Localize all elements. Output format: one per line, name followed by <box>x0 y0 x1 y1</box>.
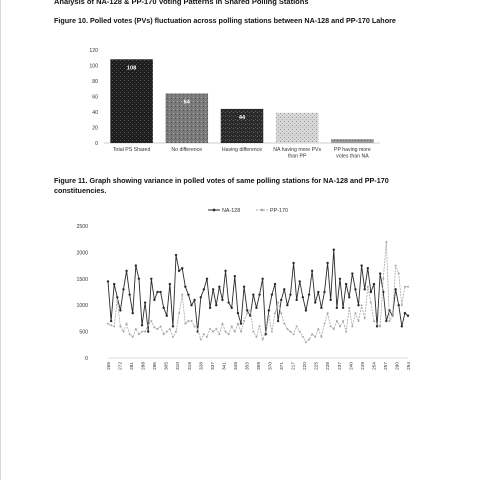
point-na128 <box>345 283 347 285</box>
point-pp170 <box>388 320 390 322</box>
point-pp170 <box>231 325 233 327</box>
figure11-line-chart <box>70 202 415 382</box>
point-pp170 <box>119 325 121 327</box>
point-pp170 <box>361 304 363 306</box>
point-pp170 <box>385 241 387 243</box>
point-pp170 <box>259 325 261 327</box>
x-category-label: Total PS Shared <box>112 147 151 153</box>
figure10-bars <box>110 59 373 143</box>
x-tick-label: 217 <box>291 362 297 371</box>
point-pp170 <box>274 312 276 314</box>
point-pp170 <box>395 265 397 267</box>
point-pp170 <box>367 286 369 288</box>
point-na128 <box>224 270 226 272</box>
point-na128 <box>187 293 189 295</box>
figure11-axes <box>76 224 412 370</box>
point-na128 <box>320 307 322 309</box>
point-na128 <box>292 262 294 264</box>
bar <box>331 139 374 143</box>
point-na128 <box>252 293 254 295</box>
point-na128 <box>268 309 270 311</box>
point-na128 <box>373 283 375 285</box>
x-tick-label: 228 <box>326 362 332 371</box>
point-pp170 <box>243 320 245 322</box>
x-tick-label: 353 <box>245 362 251 371</box>
point-na128 <box>181 267 183 269</box>
point-pp170 <box>376 323 378 325</box>
point-na128 <box>147 330 149 332</box>
point-na128 <box>258 293 260 295</box>
point-na128 <box>311 270 313 272</box>
point-na128 <box>326 262 328 264</box>
point-pp170 <box>323 323 325 325</box>
section-heading: Analysis of NA-128 & PP-170 Voting Patterns in Shared Polling Stations <box>54 0 309 6</box>
point-pp170 <box>169 328 171 330</box>
point-pp170 <box>166 331 168 333</box>
point-na128 <box>342 307 344 309</box>
point-na128 <box>172 325 174 327</box>
point-na128 <box>169 283 171 285</box>
point-na128 <box>243 286 245 288</box>
x-tick-label: 371 <box>280 362 286 371</box>
point-pp170 <box>404 286 406 288</box>
point-na128 <box>227 301 229 303</box>
point-pp170 <box>163 333 165 335</box>
point-na128 <box>215 304 217 306</box>
x-tick-label: 254 <box>372 362 378 371</box>
y-tick-label: 0 <box>95 141 98 147</box>
point-pp170 <box>221 323 223 325</box>
point-pp170 <box>401 304 403 306</box>
point-pp170 <box>283 323 285 325</box>
point-pp170 <box>132 336 134 338</box>
point-pp170 <box>339 325 341 327</box>
y-tick-label: 2500 <box>76 224 88 230</box>
point-pp170 <box>107 323 109 325</box>
point-pp170 <box>203 333 205 335</box>
point-na128 <box>212 288 214 290</box>
point-pp170 <box>129 333 131 335</box>
point-na128 <box>156 291 158 293</box>
y-tick-label: 120 <box>89 48 98 54</box>
y-tick-label: 0 <box>85 356 88 362</box>
point-pp170 <box>271 331 273 333</box>
bar-data-label: 108 <box>126 65 137 72</box>
point-pp170 <box>262 339 264 341</box>
point-na128 <box>153 299 155 301</box>
point-na128 <box>317 291 319 293</box>
point-pp170 <box>302 336 304 338</box>
point-pp170 <box>184 323 186 325</box>
point-na128 <box>141 324 143 326</box>
point-na128 <box>333 249 335 251</box>
point-na128 <box>376 325 378 327</box>
point-pp170 <box>289 331 291 333</box>
y-tick-label: 500 <box>79 329 88 336</box>
x-tick-label: 341 <box>222 362 228 371</box>
point-na128 <box>206 278 208 280</box>
point-na128 <box>240 322 242 324</box>
point-na128 <box>138 278 140 280</box>
point-na128 <box>401 325 403 327</box>
point-pp170 <box>187 320 189 322</box>
legend-label-na128: NA-128 <box>222 208 241 214</box>
point-na128 <box>271 293 273 295</box>
legend-marker-na128 <box>213 209 216 212</box>
figure10-bar-chart <box>60 40 390 175</box>
point-na128 <box>336 307 338 309</box>
point-pp170 <box>286 328 288 330</box>
point-pp170 <box>252 331 254 333</box>
x-tick-label: 237 <box>337 362 343 371</box>
point-pp170 <box>354 312 356 314</box>
x-tick-label: 281 <box>130 362 136 371</box>
point-na128 <box>116 296 118 298</box>
point-na128 <box>354 288 356 290</box>
x-tick-label: 310 <box>176 362 182 371</box>
point-na128 <box>135 264 137 266</box>
point-pp170 <box>296 325 298 327</box>
point-na128 <box>305 309 307 311</box>
point-na128 <box>323 291 325 293</box>
point-pp170 <box>209 328 211 330</box>
point-pp170 <box>317 328 319 330</box>
point-na128 <box>110 320 112 322</box>
point-pp170 <box>116 299 118 301</box>
point-na128 <box>274 283 276 285</box>
x-tick-label: 319 <box>187 362 193 371</box>
point-na128 <box>348 296 350 298</box>
point-na128 <box>295 299 297 301</box>
point-na128 <box>261 278 263 280</box>
point-pp170 <box>373 320 375 322</box>
point-pp170 <box>181 294 183 296</box>
point-pp170 <box>113 325 115 327</box>
point-pp170 <box>330 325 332 327</box>
point-pp170 <box>135 328 137 330</box>
x-tick-label: 294 <box>407 362 412 371</box>
y-tick-label: 40 <box>92 110 98 116</box>
point-na128 <box>107 280 109 282</box>
y-tick-label: 80 <box>92 79 98 85</box>
point-pp170 <box>364 317 366 319</box>
point-na128 <box>221 299 223 301</box>
point-pp170 <box>336 320 338 322</box>
figure11-caption: Figure 11. Graph showing variance in polled votes of same polling stations for NA-128 and PP-170 constituencies. <box>54 176 389 195</box>
point-na128 <box>203 288 205 290</box>
point-na128 <box>289 293 291 295</box>
point-pp170 <box>333 328 335 330</box>
point-na128 <box>314 301 316 303</box>
point-pp170 <box>305 341 307 343</box>
bar-data-label: 64 <box>183 99 190 106</box>
point-pp170 <box>348 307 350 309</box>
y-tick-label: 2000 <box>76 250 88 257</box>
point-pp170 <box>138 333 140 335</box>
point-pp170 <box>311 333 313 335</box>
bar <box>110 59 153 143</box>
point-pp170 <box>320 336 322 338</box>
point-pp170 <box>277 302 279 304</box>
point-na128 <box>280 299 282 301</box>
point-pp170 <box>293 333 295 335</box>
point-pp170 <box>156 328 158 330</box>
x-tick-label: 359 <box>257 362 262 371</box>
point-na128 <box>175 254 177 256</box>
point-pp170 <box>153 326 155 328</box>
point-na128 <box>190 304 192 306</box>
legend-marker-pp170 <box>261 209 264 212</box>
point-pp170 <box>407 286 409 288</box>
point-na128 <box>122 288 124 290</box>
point-na128 <box>255 307 257 309</box>
point-na128 <box>404 312 406 314</box>
point-na128 <box>162 307 164 309</box>
point-na128 <box>351 272 353 274</box>
point-pp170 <box>191 320 193 322</box>
point-na128 <box>128 293 130 295</box>
point-pp170 <box>268 315 270 317</box>
point-pp170 <box>160 325 162 327</box>
point-na128 <box>209 307 211 309</box>
point-na128 <box>184 286 186 288</box>
point-pp170 <box>206 336 208 338</box>
point-pp170 <box>379 325 381 327</box>
point-pp170 <box>255 336 257 338</box>
x-tick-label: 370 <box>268 362 274 371</box>
x-tick-label: 349 <box>233 362 239 371</box>
bar <box>276 113 319 143</box>
x-tick-label: 220 <box>303 362 309 371</box>
point-na128 <box>379 272 381 274</box>
point-pp170 <box>141 331 143 333</box>
point-na128 <box>234 275 236 277</box>
point-pp170 <box>197 328 199 330</box>
point-na128 <box>364 288 366 290</box>
y-tick-label: 20 <box>92 125 98 132</box>
point-na128 <box>360 264 362 266</box>
point-na128 <box>246 309 248 311</box>
point-na128 <box>367 267 369 269</box>
x-tick-label: 328 <box>199 362 205 371</box>
x-category-label: Having difference <box>221 147 263 153</box>
y-tick-label: 60 <box>92 94 98 101</box>
point-pp170 <box>265 331 267 333</box>
point-pp170 <box>218 333 220 335</box>
y-tick-label: 100 <box>89 63 98 70</box>
point-na128 <box>286 304 288 306</box>
point-na128 <box>394 288 396 290</box>
point-na128 <box>339 278 341 280</box>
point-pp170 <box>392 315 394 317</box>
point-na128 <box>144 301 146 303</box>
point-na128 <box>150 278 152 280</box>
x-tick-label: 272 <box>118 362 124 371</box>
point-na128 <box>302 296 304 298</box>
legend-label-pp170: PP-170 <box>270 208 288 214</box>
x-tick-label: 257 <box>383 362 389 371</box>
point-na128 <box>277 320 279 322</box>
point-pp170 <box>237 323 239 325</box>
point-pp170 <box>225 331 227 333</box>
point-pp170 <box>299 331 301 333</box>
point-pp170 <box>178 312 180 314</box>
point-pp170 <box>234 331 236 333</box>
point-na128 <box>231 307 233 309</box>
point-pp170 <box>110 324 112 326</box>
point-pp170 <box>382 278 384 280</box>
point-pp170 <box>370 302 372 304</box>
point-na128 <box>119 309 121 311</box>
point-pp170 <box>246 312 248 314</box>
x-tick-label: 240 <box>349 362 355 371</box>
point-pp170 <box>249 309 251 311</box>
x-tick-label: 225 <box>314 362 320 371</box>
point-pp170 <box>215 328 217 330</box>
point-pp170 <box>200 339 202 341</box>
point-pp170 <box>147 324 149 326</box>
y-tick-label: 1500 <box>76 276 88 283</box>
point-na128 <box>370 291 372 293</box>
x-tick-label: 290 <box>395 362 401 371</box>
point-pp170 <box>240 331 242 333</box>
x-category-label: No difference <box>171 147 203 153</box>
point-na128 <box>159 291 161 293</box>
x-tick-label: 288 <box>141 362 147 371</box>
point-pp170 <box>327 312 329 314</box>
point-pp170 <box>351 325 353 327</box>
point-pp170 <box>342 320 344 322</box>
point-na128 <box>237 312 239 314</box>
point-pp170 <box>314 336 316 338</box>
x-tick-label: 337 <box>210 362 216 371</box>
point-pp170 <box>280 312 282 314</box>
point-na128 <box>283 288 285 290</box>
point-na128 <box>329 299 331 301</box>
bar-data-label: 44 <box>238 114 246 121</box>
figure11-legend <box>208 208 288 214</box>
point-na128 <box>308 293 310 295</box>
series-line-na128 <box>108 250 408 334</box>
point-na128 <box>385 320 387 322</box>
point-na128 <box>398 304 400 306</box>
point-pp170 <box>345 331 347 333</box>
point-na128 <box>178 270 180 272</box>
point-pp170 <box>126 323 128 325</box>
x-category-label: PP having more votes than NA <box>333 147 371 160</box>
x-tick-label: 296 <box>153 362 159 371</box>
point-na128 <box>407 315 409 317</box>
point-na128 <box>200 296 202 298</box>
point-pp170 <box>228 333 230 335</box>
point-na128 <box>132 312 134 314</box>
x-tick-label: 265 <box>107 362 112 371</box>
x-category-label: NA having more PVs than PP <box>273 147 322 160</box>
page-edge <box>0 0 1 480</box>
point-na128 <box>125 270 127 272</box>
point-na128 <box>166 315 168 317</box>
point-pp170 <box>144 331 146 333</box>
point-pp170 <box>358 320 360 322</box>
x-tick-label: 305 <box>164 362 170 371</box>
point-na128 <box>357 304 359 306</box>
point-na128 <box>265 333 267 335</box>
point-pp170 <box>398 273 400 275</box>
point-pp170 <box>194 325 196 327</box>
point-pp170 <box>175 331 177 333</box>
figure11-series <box>107 241 409 343</box>
point-na128 <box>193 299 195 301</box>
point-pp170 <box>150 320 152 322</box>
point-pp170 <box>212 331 214 333</box>
point-na128 <box>299 280 301 282</box>
figure10-caption: Figure 10. Polled votes (PVs) fluctuation across polling stations between NA-128 and PP-170 Lahore <box>54 16 396 25</box>
point-na128 <box>113 283 115 285</box>
point-na128 <box>218 286 220 288</box>
point-pp170 <box>172 336 174 338</box>
y-tick-label: 1000 <box>76 303 88 310</box>
point-pp170 <box>122 331 124 333</box>
point-pp170 <box>308 339 310 341</box>
x-tick-label: 249 <box>360 362 366 371</box>
